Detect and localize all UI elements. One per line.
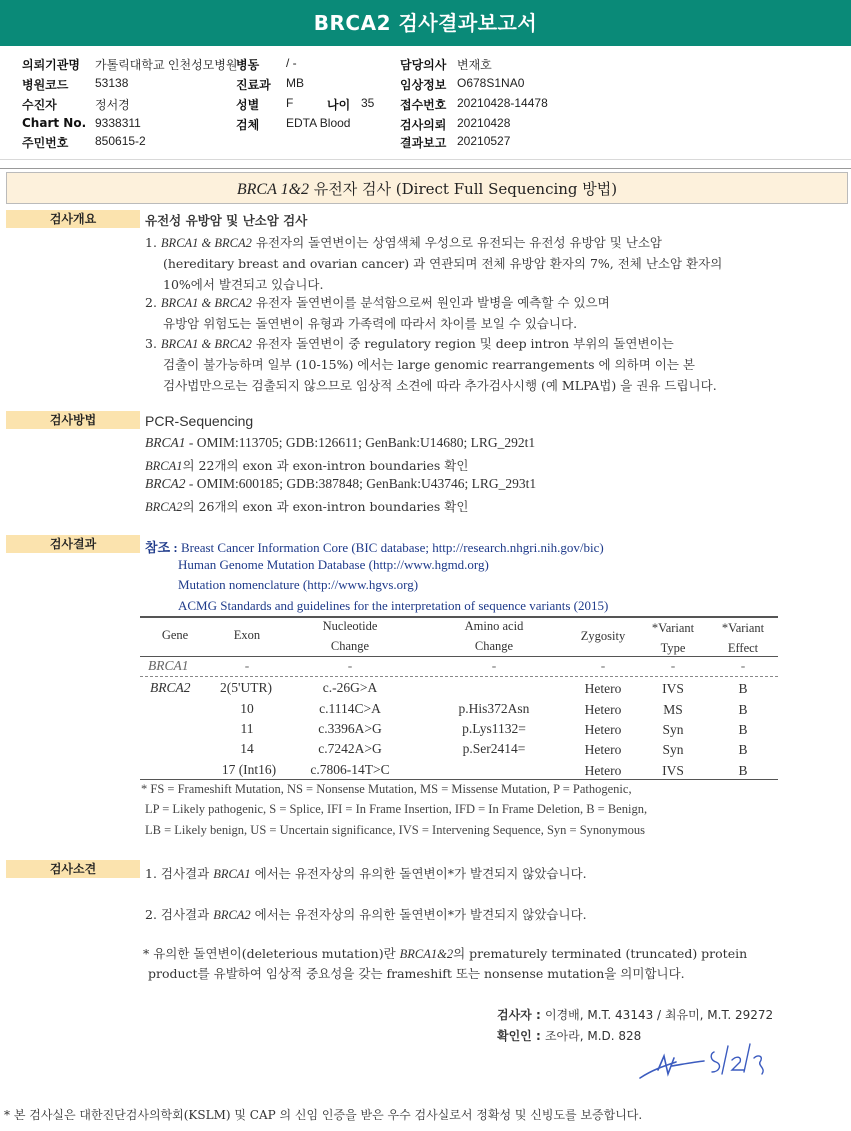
gene-name: BRCA1: [213, 867, 251, 881]
id-label: 주민번호: [22, 136, 69, 150]
reference-3: Mutation nomenclature (http://www.hgvs.org): [178, 577, 419, 592]
overview-item-1: [145, 233, 662, 251]
overview-item-2: [145, 293, 610, 311]
sex-label: 성별: [236, 98, 260, 112]
table-header-rule: [140, 656, 778, 657]
finding-prefix: 1. 검사결과: [145, 866, 214, 881]
table-cell-nucleotide: c.-26G>A: [322, 680, 378, 695]
chart-no-value: 9338311: [95, 116, 141, 130]
overview-item-2-line-2: 유방암 위험도는 돌연변이 유형과 가족력에 따라서 차이를 보일 수 있습니다.: [163, 316, 578, 331]
table-cell-exon: 17 (Int16): [221, 762, 277, 777]
ward-value: / -: [286, 56, 297, 70]
item-text: 유전자의 돌연변이는 상염색체 우성으로 유전되는 유전성 유방암 및 난소암: [251, 235, 662, 250]
institution-value: 가톨릭대학교 인천성모병원: [95, 58, 238, 72]
finding-note-line-2: product를 유발하여 임상적 중요성을 갖는 frameshift 또는 nonsense mutation을 의미합니다.: [148, 966, 685, 981]
method-brca1-refs: [145, 435, 535, 451]
finding-prefix: 2. 검사결과: [145, 907, 214, 922]
table-cell-amino: -: [491, 658, 497, 673]
test-title: [6, 172, 848, 204]
note-prefix: * 유의한 돌연변이(deleterious mutation)란: [143, 946, 400, 961]
handwritten-signature: [632, 1040, 782, 1090]
section-label-result: 검사결과: [6, 535, 140, 553]
col-header-gene: Gene: [161, 628, 189, 642]
method-brca2-exons: [145, 497, 468, 515]
test-title-text: 유전자 검사 (Direct Full Sequencing 방법): [309, 180, 618, 198]
hospital-code-value: 53138: [95, 76, 129, 90]
table-cell-nucleotide: c.7806-14T>C: [310, 762, 390, 777]
table-cell-amino: p.Ser2414=: [462, 741, 526, 756]
reference-text: Breast Cancer Information Core (BIC database; http://research.nhgri.nih.gov/bic): [180, 540, 604, 555]
table-cell-nucleotide: -: [347, 658, 353, 673]
col-header-nucleotide: Nucleotide: [322, 619, 378, 633]
tester-value: 이경배, M.T. 43143 / 최유미, M.T. 29272: [544, 1008, 774, 1022]
gene-name: BRCA1 & BRCA2: [160, 337, 252, 351]
doctor-label: 담당의사: [400, 58, 447, 72]
age-value: 35: [361, 96, 375, 110]
tester-label: 검사자 :: [497, 1008, 545, 1022]
item-text: 유전자 돌연변이를 분석함으로써 원인과 발병을 예측할 수 있으며: [251, 295, 610, 310]
table-cell-exon: 10: [240, 701, 254, 716]
table-cell-nucleotide: c.1114C>A: [319, 701, 381, 716]
col-header-variant-type-2: Type: [660, 641, 686, 655]
table-cell-variant-effect: B: [738, 681, 748, 696]
accession-value: 20210428-14478: [457, 96, 548, 110]
item-number: 1.: [145, 235, 157, 250]
gene-name: BRCA1: [145, 459, 183, 473]
overview-item-3-line-3: 검사법만으로는 검출되지 않으므로 임상적 소견에 따라 추가검사시행 (예 MLPA법) 을 권유 드립니다.: [163, 378, 717, 393]
gene-name: BRCA2: [145, 500, 183, 514]
item-text: 유전자 돌연변이 중 regulatory region 및 deep intron 부위의 돌연변이는: [251, 336, 674, 351]
confirmer-value: 조아라, M.D. 828: [544, 1029, 642, 1043]
table-cell-variant-type: -: [670, 658, 676, 673]
clinical-info-label: 임상정보: [400, 78, 447, 92]
hospital-code-label: 병원코드: [22, 78, 69, 92]
report-title: BRCA2 검사결과보고서: [0, 0, 851, 46]
table-cell-zygosity: Hetero: [584, 722, 622, 737]
table-cell-gene: BRCA1: [148, 658, 189, 673]
abbreviation-note-2: LP = Likely pathogenic, S = Splice, IFI = In Frame Insertion, IFD = In Frame Deletion, B = Benign,: [145, 802, 648, 816]
col-header-variant-effect: *Variant: [721, 621, 765, 635]
id-value: 850615-2: [95, 134, 146, 148]
gene-name: BRCA1: [145, 435, 186, 450]
specimen-label: 검체: [236, 118, 260, 132]
gene-name: BRCA1 & BRCA2: [160, 236, 252, 250]
method-heading: PCR-Sequencing: [145, 413, 254, 429]
table-cell-variant-type: MS: [663, 702, 683, 717]
abbreviation-note-3: LB = Likely benign, US = Uncertain significance, IVS = Intervening Sequence, Syn = Synonymous: [145, 823, 645, 837]
test-title-gene: BRCA 1&2: [236, 181, 310, 198]
gene-name: BRCA1 & BRCA2: [160, 296, 252, 310]
finding-note: [143, 944, 747, 962]
table-cell-amino: p.Lys1132=: [462, 721, 526, 736]
sex-value: F: [286, 96, 294, 110]
clinical-info-value: O678S1NA0: [457, 76, 525, 90]
section-label-findings: 검사소견: [6, 860, 140, 878]
chart-no-label: Chart No.: [22, 116, 87, 130]
age-label: 나이: [327, 98, 351, 112]
report-date-label: 결과보고: [400, 136, 447, 150]
note-text: 의 prematurely terminated (truncated) protein: [453, 946, 748, 961]
overview-heading: 유전성 유방암 및 난소암 검사: [145, 213, 308, 228]
table-cell-variant-type: IVS: [662, 763, 684, 778]
col-header-variant-type: *Variant: [651, 621, 695, 635]
reference-1: [145, 537, 604, 556]
table-row-divider: [140, 676, 778, 677]
refs-text: - OMIM:113705; GDB:126611; GenBank:U14680; LRG_292t1: [185, 435, 536, 450]
reference-2: Human Genome Mutation Database (http://www.hgmd.org): [178, 557, 489, 572]
confirmer-label: 확인인 :: [497, 1029, 545, 1043]
item-number: 2.: [145, 295, 157, 310]
overview-item-3-line-2: 검출이 불가능하며 일부 (10-15%) 에서는 large genomic rearrangements 에 의하며 이는 본: [163, 357, 695, 372]
table-cell-variant-type: Syn: [662, 722, 684, 737]
gene-name: BRCA2: [213, 908, 251, 922]
table-cell-zygosity: Hetero: [584, 763, 622, 778]
request-date-label: 검사의뢰: [400, 118, 447, 132]
table-cell-zygosity: Hetero: [584, 742, 622, 757]
doctor-value: 변재호: [457, 58, 492, 72]
dept-label: 진료과: [236, 78, 271, 92]
patient-value: 정서경: [95, 98, 130, 112]
col-header-amino: Amino acid: [464, 619, 524, 633]
ward-label: 병동: [236, 58, 260, 72]
table-cell-variant-effect: B: [738, 742, 748, 757]
dept-value: MB: [286, 76, 304, 90]
table-cell-exon: -: [244, 658, 250, 673]
finding-text: 에서는 유전자상의 유의한 돌연변이*가 발견되지 않았습니다.: [250, 866, 587, 881]
table-cell-zygosity: Hetero: [584, 681, 622, 696]
refs-text: - OMIM:600185; GDB:387848; GenBank:U43746; LRG_293t1: [185, 476, 537, 491]
specimen-value: EDTA Blood: [286, 116, 351, 130]
table-cell-nucleotide: c.7242A>G: [318, 741, 382, 756]
table-cell-variant-effect: B: [738, 722, 748, 737]
table-cell-gene: BRCA2: [150, 680, 191, 695]
table-cell-variant-effect: -: [740, 658, 746, 673]
finding-1: [145, 864, 587, 882]
accession-label: 접수번호: [400, 98, 447, 112]
table-cell-nucleotide: c.3396A>G: [318, 721, 382, 736]
finding-text: 에서는 유전자상의 유의한 돌연변이*가 발견되지 않았습니다.: [250, 907, 587, 922]
table-cell-variant-effect: B: [738, 763, 748, 778]
table-cell-variant-effect: B: [738, 702, 748, 717]
reference-4: ACMG Standards and guidelines for the interpretation of sequence variants (2015): [178, 598, 609, 613]
col-header-nucleotide-2: Change: [330, 639, 370, 653]
patient-label: 수진자: [22, 98, 57, 112]
table-cell-exon: 14: [240, 741, 254, 756]
table-bottom-rule: [140, 779, 778, 780]
table-cell-variant-type: IVS: [662, 681, 684, 696]
col-header-variant-effect-2: Effect: [727, 641, 759, 655]
overview-item-1-line-2: (hereditary breast and ovarian cancer) 과 연관되며 전체 유방암 환자의 7%, 전체 난소암 환자의: [163, 256, 723, 271]
col-header-amino-2: Change: [474, 639, 514, 653]
table-cell-amino: p.His372Asn: [458, 701, 530, 716]
table-top-rule: [140, 616, 778, 618]
gene-name: BRCA2: [145, 476, 186, 491]
table-cell-zygosity: -: [600, 658, 606, 673]
certification-footer: * 본 검사실은 대한진단검사의학회(KSLM) 및 CAP 의 신임 인증을 받은 우수 검사실로서 정확성 및 신빙도를 보증합니다.: [4, 1108, 643, 1122]
gene-name: BRCA1&2: [399, 947, 454, 961]
col-header-exon: Exon: [233, 628, 261, 642]
section-label-method: 검사방법: [6, 411, 140, 429]
abbreviation-note-1: * FS = Frameshift Mutation, NS = Nonsense Mutation, MS = Missense Mutation, P = Pathogenic,: [141, 782, 632, 796]
section-label-overview: 검사개요: [6, 210, 140, 228]
reference-prefix: 참조 :: [145, 540, 181, 555]
request-date-value: 20210428: [457, 116, 511, 130]
patient-info-panel: [0, 48, 851, 160]
exon-text: 의 22개의 exon 과 exon-intron boundaries 확인: [182, 458, 469, 473]
finding-2: [145, 905, 587, 923]
method-brca2-refs: [145, 476, 536, 492]
exon-text: 의 26개의 exon 과 exon-intron boundaries 확인: [182, 499, 469, 514]
overview-item-1-line-3: 10%에서 발견되고 있습니다.: [163, 277, 324, 292]
institution-label: 의뢰기관명: [22, 58, 80, 72]
tester-line: [497, 1006, 773, 1023]
report-date-value: 20210527: [457, 134, 511, 148]
item-number: 3.: [145, 336, 157, 351]
overview-item-3: [145, 334, 674, 352]
method-brca1-exons: [145, 456, 468, 474]
col-header-zygosity: Zygosity: [580, 629, 626, 643]
table-cell-exon: 11: [240, 721, 254, 736]
confirmer-line: [497, 1027, 641, 1044]
table-cell-zygosity: Hetero: [584, 702, 622, 717]
table-cell-variant-type: Syn: [662, 742, 684, 757]
table-cell-exon: 2(5'UTR): [220, 680, 272, 695]
